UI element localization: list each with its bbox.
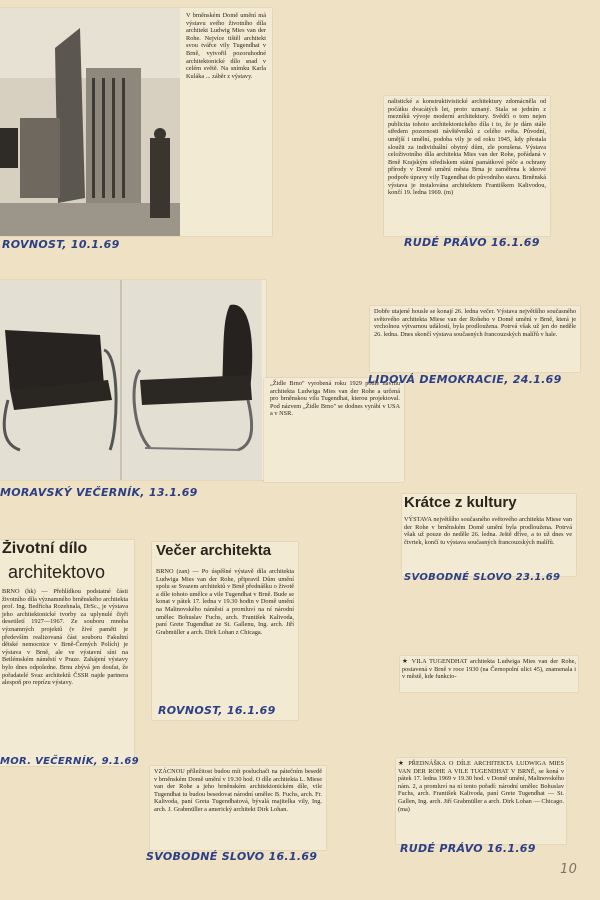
source-rovnost-1: ROVNOST, 10.1.69 bbox=[2, 238, 120, 251]
source-svobodne-slovo-1: SVOBODNÉ SLOVO 23.1.69 bbox=[404, 572, 561, 583]
lidova-body: Dobře utajené housle se konají 26. ledna večer. Výstava největšího současného světového architekta Miese van der Roheho v Domě umění v Brně, která je vrcholnou výtvarnou událostí, byla prodloužena. Potrvá však už jen do neděle 26. ledna. Dnes skončí výstava současných francouzských malířů v hale. bbox=[374, 308, 576, 338]
exhibition-photo bbox=[0, 8, 180, 236]
rude-pravo-body: nalistické a konstruktivistické architektury zdomácněla od počátku dvacátých let, proto uznaný. Stala se jedním z mezníků vývoje moderní architektury. Svědčí o tom nejen publicita tohoto architektonického díla i to, že je dám stále středem pozornosti návštěvníků z celého světa. Původní, umější i umělní, podoba vily je od roku 1945, kdy přestala sloužit za individuální obytný dům, zle porušena. Výstava celoživotního díla architekta Mies van der Rohe, pořádaná v Brně Krajským střediskem státní památkové péče a ochrany přírody v Domě umění města Brna je zaměřena k ideové podpoře úpravy vily Tugendhat do původního stavu. Brněnská výstava je instalována architektem Františkem Kalivodou, končí 19. ledna 1969. (m) bbox=[388, 98, 546, 197]
chair-caption: „Židle Brno" vyrobená roku 1929 podle návrhu architekta Ludwiga Mies van der Rohe a určená pro brněnskou vilu Tugendhat, kterou projektoval. Pod názvem „Židle Brno" se dodnes vyrábí v USA a v NSR. bbox=[270, 380, 400, 418]
chair-caption-box bbox=[264, 378, 404, 482]
exhibition-photo-image bbox=[0, 8, 180, 236]
chair-photo-image bbox=[0, 280, 262, 480]
vecer-heading: Večer architekta bbox=[156, 542, 272, 559]
clipping-lidova bbox=[370, 306, 580, 372]
source-rude-pravo-2: RUDÉ PRÁVO 16.1.69 bbox=[400, 842, 536, 855]
vecer-body: BRNO (zan) — Po úspěšné výstavě díla architekta Ludwiga Mies van der Rohe, připravil Dům umění spolu se Svazem architektů v Brně přednášku o životě a díle tohoto umělce a vile Tugendhat v Brně. Bude se konat v pátek 17. ledna v 19.30 hodin v Domě umění na Malinovského náměstí a promluví na ní národní umělec Bohuslav Fuchs, arch. František Kalivoda, paní Grete Tugendhat ze St. Gallenu, Ing. arch. Jiří Grabmüller a arch. Dirk Lohan z Chicaga. bbox=[156, 568, 294, 636]
clipping-mies-photo bbox=[0, 8, 272, 236]
source-svobodne-slovo-2: SVOBODNÉ SLOVO 16.1.69 bbox=[146, 850, 318, 863]
vila-body: ★ VILA TUGENDHAT architekta Ludwiga Mies van der Rohe, postavená v Brně v roce 1930 (na Černopolní ulici 45), znamenala i v městě, kde funkcio- bbox=[402, 658, 576, 681]
zivotni-heading-1: Životní dílo bbox=[2, 540, 88, 557]
zivotni-heading-2: architektovo bbox=[8, 562, 106, 582]
vzacnou-body: VZÁCNOU příležitost budou mít posluchači na pátečním besedě v brněnském Domě umění v 19.30 hod. O díle architekta L. Miese van der Rohe a jeho brněnském architektonickém díle, vile Tugendhat tu budou besedovat národní umělec B. Fuchs, arch. Fr. Kalivoda, paní Greta Tugendhatová, bývalá majitelka vily, Ing. arch. J. Grabmüller a americký architekt Dirk Lohan. bbox=[154, 768, 322, 813]
clipping-kratce bbox=[402, 494, 576, 576]
photo-caption: V brněnském Domě umění má výstavu svého životního díla architekt Ludwig Mies van der Rohe. Nejvíce tištěl architekt svou tvářce vily Tugendhat v Brně, vytvořil pozoruhodné architektonické dílo snad v celém světě. Na snímku Karla Kuláka ... záběr z výstavy. bbox=[186, 12, 266, 80]
source-rovnost-2: ROVNOST, 16.1.69 bbox=[158, 704, 276, 717]
clipping-vzacnou bbox=[150, 766, 326, 850]
source-moravsky-vecernik-1: MORAVSKÝ VEČERNÍK, 13.1.69 bbox=[0, 486, 198, 499]
zivotni-body: BRNO (hk) — Přehlídkou podstatné části životního díla významného brněnského architekta prof. Ing. Bedřicha Rozehnala, DrSc., je výstava jeho architektonické tvorby za uplynulé čtyři desetiletí 1927—1967. Ze souboru mnoha významných projektů (v živé paměti je především realizovaná část souboru Fakultní dětské nemocnice v Brně-Černých Polích) je výstava v Brně, ale ve výstavní síni na Betlémském náměstí v Praze. Zahájení výstavy bylo dnes odpoledne. Brnu zbývá jen doufat, že pořadatelé Svaz architektů ČSSR najde partnera alespoň pro reprízu výstavy. bbox=[2, 588, 128, 687]
clipping-rude-pravo-1 bbox=[384, 96, 550, 236]
clipping-chair bbox=[0, 280, 266, 480]
source-mor-vecernik-2: MOR. VEČERNÍK, 9.1.69 bbox=[0, 756, 139, 767]
clipping-vecer bbox=[152, 542, 298, 720]
clipping-zivotni bbox=[0, 540, 134, 766]
kratce-body: VÝSTAVA největšího současného světového architekta Miese van der Rohe v brněnském Domě umění byla prodloužena. Potrvá však už pouze do neděle 26. ledna. Ještě dříve, a to už dnes ve čtvrtek, končí tu výstava současných francouzských malířů. bbox=[404, 516, 572, 546]
prednaska-body: ★ PŘEDNÁŠKA O DÍLE ARCHITEKTA LUDWIGA MIES VAN DER ROHE A VILE TUGENDHAT V BRNĚ, se koná v pátek 17. ledna 1969 v 19.30 hod. v Domě umění, Malinovského nám. 2, a promluví na ní tento pořadí: národní umělec Bohuslav Fuchs, arch. František Kalivoda, paní Grete Tugendhat — St. Gallen, Ing. arch. Jiří Grabmüller a arch. Dirk Lohan — Chicago. (ma) bbox=[398, 760, 564, 813]
source-rude-pravo-1: RUDÉ PRÁVO 16.1.69 bbox=[404, 236, 540, 249]
page-number: 10 bbox=[560, 862, 578, 877]
chair-photo bbox=[0, 280, 262, 480]
clipping-vila bbox=[400, 656, 578, 692]
source-lidova: LIDOVÁ DEMOKRACIE, 24.1.69 bbox=[368, 373, 562, 386]
clipping-prednaska bbox=[396, 758, 566, 844]
kratce-heading: Krátce z kultury bbox=[404, 494, 517, 511]
